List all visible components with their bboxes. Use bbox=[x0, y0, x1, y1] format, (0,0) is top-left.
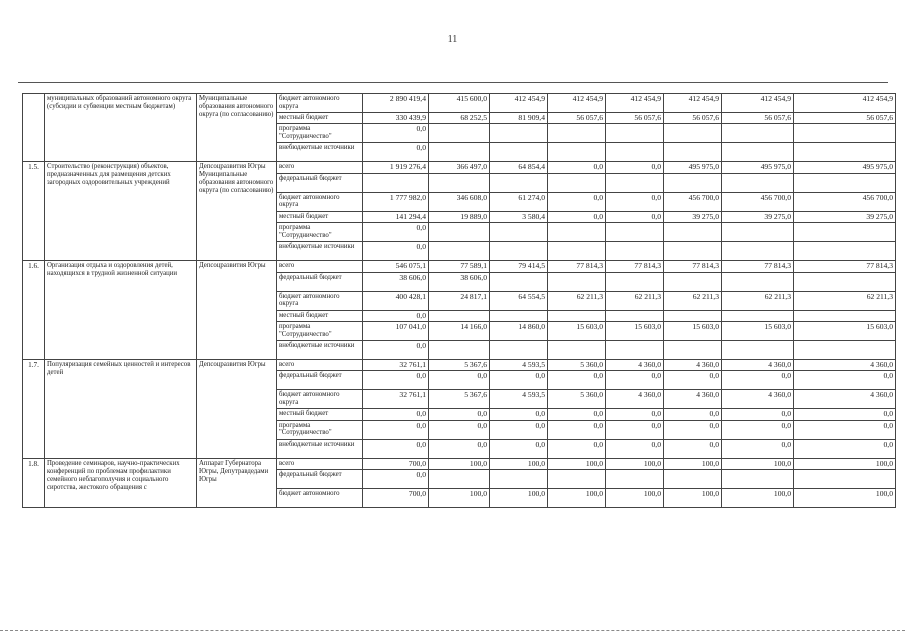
amount-cell: 0,0 bbox=[363, 470, 429, 489]
responsible-executor: Депсоцразвития Югры bbox=[197, 261, 277, 360]
amount-cell: 0,0 bbox=[722, 371, 794, 390]
amount-cell bbox=[548, 143, 606, 162]
amount-cell bbox=[490, 341, 548, 360]
row-index: 1.5. bbox=[23, 162, 45, 261]
amount-cell: 32 761,1 bbox=[363, 390, 429, 409]
amount-cell: 38 606,0 bbox=[363, 272, 429, 291]
amount-cell: 77 814,3 bbox=[548, 261, 606, 272]
amount-cell: 81 909,4 bbox=[490, 113, 548, 124]
amount-cell: 100,0 bbox=[722, 489, 794, 508]
amount-cell: 0,0 bbox=[664, 409, 722, 420]
amount-cell: 366 497,0 bbox=[429, 162, 490, 173]
responsible-executor: Муниципальные образования автономного округа (по согласованию) bbox=[197, 94, 277, 162]
amount-cell: 38 606,0 bbox=[429, 272, 490, 291]
amount-cell: 100,0 bbox=[490, 458, 548, 469]
amount-cell: 0,0 bbox=[363, 439, 429, 458]
amount-cell bbox=[722, 143, 794, 162]
amount-cell: 0,0 bbox=[606, 439, 664, 458]
amount-cell: 0,0 bbox=[606, 420, 664, 439]
amount-cell: 100,0 bbox=[664, 458, 722, 469]
activity-name: Популяризация семейных ценностей и интересов детей bbox=[45, 360, 197, 459]
amount-cell bbox=[548, 124, 606, 143]
amount-cell: 100,0 bbox=[429, 458, 490, 469]
amount-cell: 15 603,0 bbox=[722, 322, 794, 341]
amount-cell bbox=[606, 341, 664, 360]
amount-cell: 700,0 bbox=[363, 489, 429, 508]
amount-cell bbox=[664, 272, 722, 291]
amount-cell: 0,0 bbox=[363, 143, 429, 162]
amount-cell: 0,0 bbox=[664, 439, 722, 458]
amount-cell: 77 814,3 bbox=[664, 261, 722, 272]
funding-source: местный бюджет bbox=[277, 113, 363, 124]
amount-cell: 330 439,9 bbox=[363, 113, 429, 124]
amount-cell: 0,0 bbox=[548, 162, 606, 173]
amount-cell bbox=[490, 173, 548, 192]
amount-cell: 56 057,6 bbox=[606, 113, 664, 124]
amount-cell: 15 603,0 bbox=[606, 322, 664, 341]
amount-cell: 19 889,0 bbox=[429, 211, 490, 222]
amount-cell bbox=[363, 173, 429, 192]
amount-cell: 62 211,3 bbox=[794, 291, 896, 310]
amount-cell bbox=[606, 310, 664, 321]
funding-source: внебюджетные источники bbox=[277, 439, 363, 458]
amount-cell: 4 360,0 bbox=[794, 360, 896, 371]
amount-cell: 400 428,1 bbox=[363, 291, 429, 310]
table-row bbox=[23, 94, 896, 113]
amount-cell: 15 603,0 bbox=[548, 322, 606, 341]
funding-table bbox=[22, 93, 896, 508]
table-body bbox=[23, 94, 896, 508]
amount-cell: 700,0 bbox=[363, 458, 429, 469]
funding-source: федеральный бюджет bbox=[277, 371, 363, 390]
amount-cell: 0,0 bbox=[548, 439, 606, 458]
funding-source: всего bbox=[277, 458, 363, 469]
amount-cell: 412 454,9 bbox=[664, 94, 722, 113]
table-row bbox=[23, 162, 896, 173]
amount-cell bbox=[606, 173, 664, 192]
amount-cell: 62 211,3 bbox=[664, 291, 722, 310]
amount-cell: 100,0 bbox=[664, 489, 722, 508]
amount-cell bbox=[722, 242, 794, 261]
amount-cell: 4 360,0 bbox=[794, 390, 896, 409]
amount-cell: 68 252,5 bbox=[429, 113, 490, 124]
amount-cell: 412 454,9 bbox=[606, 94, 664, 113]
responsible-executor: Депсоцразвития Югры Муниципальные образования автономного округа (по согласованию) bbox=[197, 162, 277, 261]
activity-name: Проведение семинаров, научно-практических конференций по проблемам профилактики семейного неблагополучия и социального сиротства, жестокого обращения с bbox=[45, 458, 197, 507]
row-index: 1.6. bbox=[23, 261, 45, 360]
amount-cell: 0,0 bbox=[664, 371, 722, 390]
amount-cell: 77 814,3 bbox=[794, 261, 896, 272]
funding-source: всего bbox=[277, 360, 363, 371]
amount-cell: 15 603,0 bbox=[794, 322, 896, 341]
row-index: 1.7. bbox=[23, 360, 45, 459]
amount-cell: 456 700,0 bbox=[794, 192, 896, 211]
amount-cell: 456 700,0 bbox=[664, 192, 722, 211]
amount-cell: 546 075,1 bbox=[363, 261, 429, 272]
amount-cell: 412 454,9 bbox=[548, 94, 606, 113]
responsible-executor: Аппарат Губернатора Югры, Депутравдедами Югры bbox=[197, 458, 277, 507]
amount-cell: 100,0 bbox=[548, 458, 606, 469]
amount-cell: 100,0 bbox=[794, 458, 896, 469]
amount-cell bbox=[548, 272, 606, 291]
top-rule bbox=[18, 82, 888, 83]
amount-cell: 0,0 bbox=[363, 310, 429, 321]
amount-cell: 56 057,6 bbox=[548, 113, 606, 124]
amount-cell bbox=[722, 310, 794, 321]
amount-cell bbox=[606, 272, 664, 291]
amount-cell bbox=[664, 242, 722, 261]
amount-cell: 4 360,0 bbox=[664, 360, 722, 371]
amount-cell bbox=[606, 124, 664, 143]
amount-cell: 0,0 bbox=[548, 420, 606, 439]
amount-cell: 0,0 bbox=[490, 439, 548, 458]
funding-source: местный бюджет bbox=[277, 211, 363, 222]
amount-cell bbox=[429, 124, 490, 143]
amount-cell: 412 454,9 bbox=[490, 94, 548, 113]
amount-cell: 0,0 bbox=[490, 371, 548, 390]
amount-cell: 0,0 bbox=[722, 420, 794, 439]
funding-source: бюджет автономного округа bbox=[277, 291, 363, 310]
amount-cell: 0,0 bbox=[363, 420, 429, 439]
amount-cell bbox=[794, 310, 896, 321]
amount-cell: 15 603,0 bbox=[664, 322, 722, 341]
amount-cell: 1 777 982,0 bbox=[363, 192, 429, 211]
amount-cell: 0,0 bbox=[363, 124, 429, 143]
amount-cell: 4 360,0 bbox=[722, 360, 794, 371]
amount-cell bbox=[722, 470, 794, 489]
amount-cell: 4 360,0 bbox=[606, 360, 664, 371]
amount-cell: 4 593,5 bbox=[490, 360, 548, 371]
amount-cell bbox=[794, 242, 896, 261]
amount-cell: 0,0 bbox=[363, 371, 429, 390]
amount-cell: 107 041,0 bbox=[363, 322, 429, 341]
amount-cell bbox=[548, 310, 606, 321]
amount-cell bbox=[722, 341, 794, 360]
funding-source: местный бюджет bbox=[277, 310, 363, 321]
amount-cell bbox=[429, 470, 490, 489]
amount-cell: 14 166,0 bbox=[429, 322, 490, 341]
amount-cell bbox=[664, 310, 722, 321]
funding-source: внебюджетные источники bbox=[277, 242, 363, 261]
amount-cell: 0,0 bbox=[548, 409, 606, 420]
activity-name: Организация отдыха и оздоровления детей, находящихся в трудной жизненной ситуации bbox=[45, 261, 197, 360]
funding-source: всего bbox=[277, 162, 363, 173]
amount-cell: 141 294,4 bbox=[363, 211, 429, 222]
amount-cell: 56 057,6 bbox=[722, 113, 794, 124]
amount-cell: 14 860,0 bbox=[490, 322, 548, 341]
funding-source: бюджет автономного округа bbox=[277, 390, 363, 409]
activity-name: муниципальных образований автономного округа (субсидии и субвенции местным бюджетам) bbox=[45, 94, 197, 162]
amount-cell: 32 761,1 bbox=[363, 360, 429, 371]
amount-cell: 100,0 bbox=[606, 489, 664, 508]
table-row bbox=[23, 261, 896, 272]
amount-cell: 39 275,0 bbox=[664, 211, 722, 222]
amount-cell: 5 367,6 bbox=[429, 360, 490, 371]
amount-cell: 0,0 bbox=[722, 409, 794, 420]
amount-cell bbox=[429, 223, 490, 242]
amount-cell: 495 975,0 bbox=[794, 162, 896, 173]
amount-cell bbox=[722, 272, 794, 291]
amount-cell bbox=[722, 173, 794, 192]
page-number: 11 bbox=[447, 34, 458, 45]
amount-cell: 62 211,3 bbox=[722, 291, 794, 310]
amount-cell: 3 580,4 bbox=[490, 211, 548, 222]
amount-cell bbox=[429, 341, 490, 360]
amount-cell: 100,0 bbox=[429, 489, 490, 508]
amount-cell bbox=[794, 341, 896, 360]
amount-cell bbox=[722, 124, 794, 143]
amount-cell bbox=[429, 143, 490, 162]
amount-cell: 1 919 276,4 bbox=[363, 162, 429, 173]
activity-name: Строительство (реконструкция) объектов, предназначенных для размещения детских загородных оздоровительных учреждений bbox=[45, 162, 197, 261]
amount-cell bbox=[606, 242, 664, 261]
amount-cell: 0,0 bbox=[664, 420, 722, 439]
funding-source: бюджет автономного bbox=[277, 489, 363, 508]
amount-cell: 456 700,0 bbox=[722, 192, 794, 211]
amount-cell bbox=[548, 341, 606, 360]
amount-cell bbox=[664, 470, 722, 489]
funding-source: бюджет автономного округа bbox=[277, 94, 363, 113]
amount-cell bbox=[490, 143, 548, 162]
amount-cell: 56 057,6 bbox=[664, 113, 722, 124]
amount-cell: 100,0 bbox=[794, 489, 896, 508]
amount-cell: 5 360,0 bbox=[548, 390, 606, 409]
funding-source: всего bbox=[277, 261, 363, 272]
amount-cell bbox=[606, 143, 664, 162]
amount-cell: 0,0 bbox=[794, 371, 896, 390]
amount-cell bbox=[548, 173, 606, 192]
amount-cell: 412 454,9 bbox=[794, 94, 896, 113]
amount-cell bbox=[794, 124, 896, 143]
amount-cell bbox=[490, 124, 548, 143]
amount-cell bbox=[548, 242, 606, 261]
amount-cell: 0,0 bbox=[794, 420, 896, 439]
amount-cell: 62 211,3 bbox=[548, 291, 606, 310]
funding-source: федеральный бюджет bbox=[277, 173, 363, 192]
page-bottom-edge bbox=[0, 630, 905, 631]
funding-source: внебюджетные источники bbox=[277, 341, 363, 360]
amount-cell: 495 975,0 bbox=[664, 162, 722, 173]
amount-cell bbox=[548, 470, 606, 489]
amount-cell: 495 975,0 bbox=[722, 162, 794, 173]
amount-cell: 0,0 bbox=[429, 420, 490, 439]
amount-cell: 0,0 bbox=[794, 409, 896, 420]
funding-source: программа "Сотрудничество" bbox=[277, 322, 363, 341]
funding-source: федеральный бюджет bbox=[277, 470, 363, 489]
amount-cell: 100,0 bbox=[606, 458, 664, 469]
amount-cell: 56 057,6 bbox=[794, 113, 896, 124]
amount-cell bbox=[794, 272, 896, 291]
amount-cell: 100,0 bbox=[722, 458, 794, 469]
amount-cell bbox=[606, 223, 664, 242]
amount-cell: 4 360,0 bbox=[606, 390, 664, 409]
row-index: 1.8. bbox=[23, 458, 45, 507]
amount-cell bbox=[664, 173, 722, 192]
amount-cell: 0,0 bbox=[363, 242, 429, 261]
amount-cell: 415 600,0 bbox=[429, 94, 490, 113]
amount-cell bbox=[794, 223, 896, 242]
amount-cell: 346 608,0 bbox=[429, 192, 490, 211]
amount-cell: 5 360,0 bbox=[548, 360, 606, 371]
amount-cell bbox=[664, 124, 722, 143]
amount-cell: 0,0 bbox=[363, 409, 429, 420]
amount-cell: 5 367,6 bbox=[429, 390, 490, 409]
amount-cell bbox=[794, 173, 896, 192]
amount-cell: 61 274,0 bbox=[490, 192, 548, 211]
amount-cell: 100,0 bbox=[490, 489, 548, 508]
amount-cell: 0,0 bbox=[606, 162, 664, 173]
funding-source: местный бюджет bbox=[277, 409, 363, 420]
amount-cell bbox=[490, 242, 548, 261]
amount-cell: 77 814,3 bbox=[606, 261, 664, 272]
amount-cell: 100,0 bbox=[548, 489, 606, 508]
amount-cell: 0,0 bbox=[606, 211, 664, 222]
amount-cell: 77 589,1 bbox=[429, 261, 490, 272]
row-index bbox=[23, 94, 45, 162]
amount-cell: 64 854,4 bbox=[490, 162, 548, 173]
amount-cell: 0,0 bbox=[363, 223, 429, 242]
funding-source: бюджет автономного округа bbox=[277, 192, 363, 211]
funding-source: федеральный бюджет bbox=[277, 272, 363, 291]
amount-cell: 0,0 bbox=[363, 341, 429, 360]
amount-cell: 0,0 bbox=[429, 439, 490, 458]
amount-cell bbox=[429, 242, 490, 261]
amount-cell bbox=[490, 470, 548, 489]
amount-cell bbox=[664, 341, 722, 360]
responsible-executor: Депсоцразвития Югры bbox=[197, 360, 277, 459]
amount-cell bbox=[548, 223, 606, 242]
amount-cell bbox=[490, 272, 548, 291]
amount-cell bbox=[664, 143, 722, 162]
amount-cell: 62 211,3 bbox=[606, 291, 664, 310]
amount-cell: 0,0 bbox=[490, 409, 548, 420]
table-row bbox=[23, 360, 896, 371]
funding-source: программа "Сотрудничество" bbox=[277, 124, 363, 143]
amount-cell bbox=[429, 173, 490, 192]
funding-source: программа "Сотрудничество" bbox=[277, 223, 363, 242]
amount-cell: 64 554,5 bbox=[490, 291, 548, 310]
amount-cell: 79 414,5 bbox=[490, 261, 548, 272]
amount-cell: 4 360,0 bbox=[722, 390, 794, 409]
amount-cell: 77 814,3 bbox=[722, 261, 794, 272]
amount-cell bbox=[606, 470, 664, 489]
amount-cell bbox=[490, 310, 548, 321]
amount-cell: 412 454,9 bbox=[722, 94, 794, 113]
amount-cell bbox=[429, 310, 490, 321]
amount-cell: 0,0 bbox=[606, 192, 664, 211]
amount-cell: 39 275,0 bbox=[722, 211, 794, 222]
amount-cell: 0,0 bbox=[429, 371, 490, 390]
amount-cell: 4 593,5 bbox=[490, 390, 548, 409]
amount-cell: 0,0 bbox=[722, 439, 794, 458]
amount-cell: 39 275,0 bbox=[794, 211, 896, 222]
amount-cell bbox=[722, 223, 794, 242]
amount-cell: 24 817,1 bbox=[429, 291, 490, 310]
amount-cell: 2 890 419,4 bbox=[363, 94, 429, 113]
table-row bbox=[23, 458, 896, 469]
amount-cell: 0,0 bbox=[548, 192, 606, 211]
amount-cell bbox=[794, 143, 896, 162]
funding-source: внебюджетные источники bbox=[277, 143, 363, 162]
amount-cell bbox=[794, 470, 896, 489]
amount-cell: 0,0 bbox=[794, 439, 896, 458]
amount-cell: 4 360,0 bbox=[664, 390, 722, 409]
amount-cell: 0,0 bbox=[606, 409, 664, 420]
amount-cell: 0,0 bbox=[606, 371, 664, 390]
amount-cell bbox=[664, 223, 722, 242]
amount-cell bbox=[490, 223, 548, 242]
amount-cell: 0,0 bbox=[548, 371, 606, 390]
amount-cell: 0,0 bbox=[548, 211, 606, 222]
amount-cell: 0,0 bbox=[429, 409, 490, 420]
amount-cell: 0,0 bbox=[490, 420, 548, 439]
funding-source: программа "Сотрудничество" bbox=[277, 420, 363, 439]
